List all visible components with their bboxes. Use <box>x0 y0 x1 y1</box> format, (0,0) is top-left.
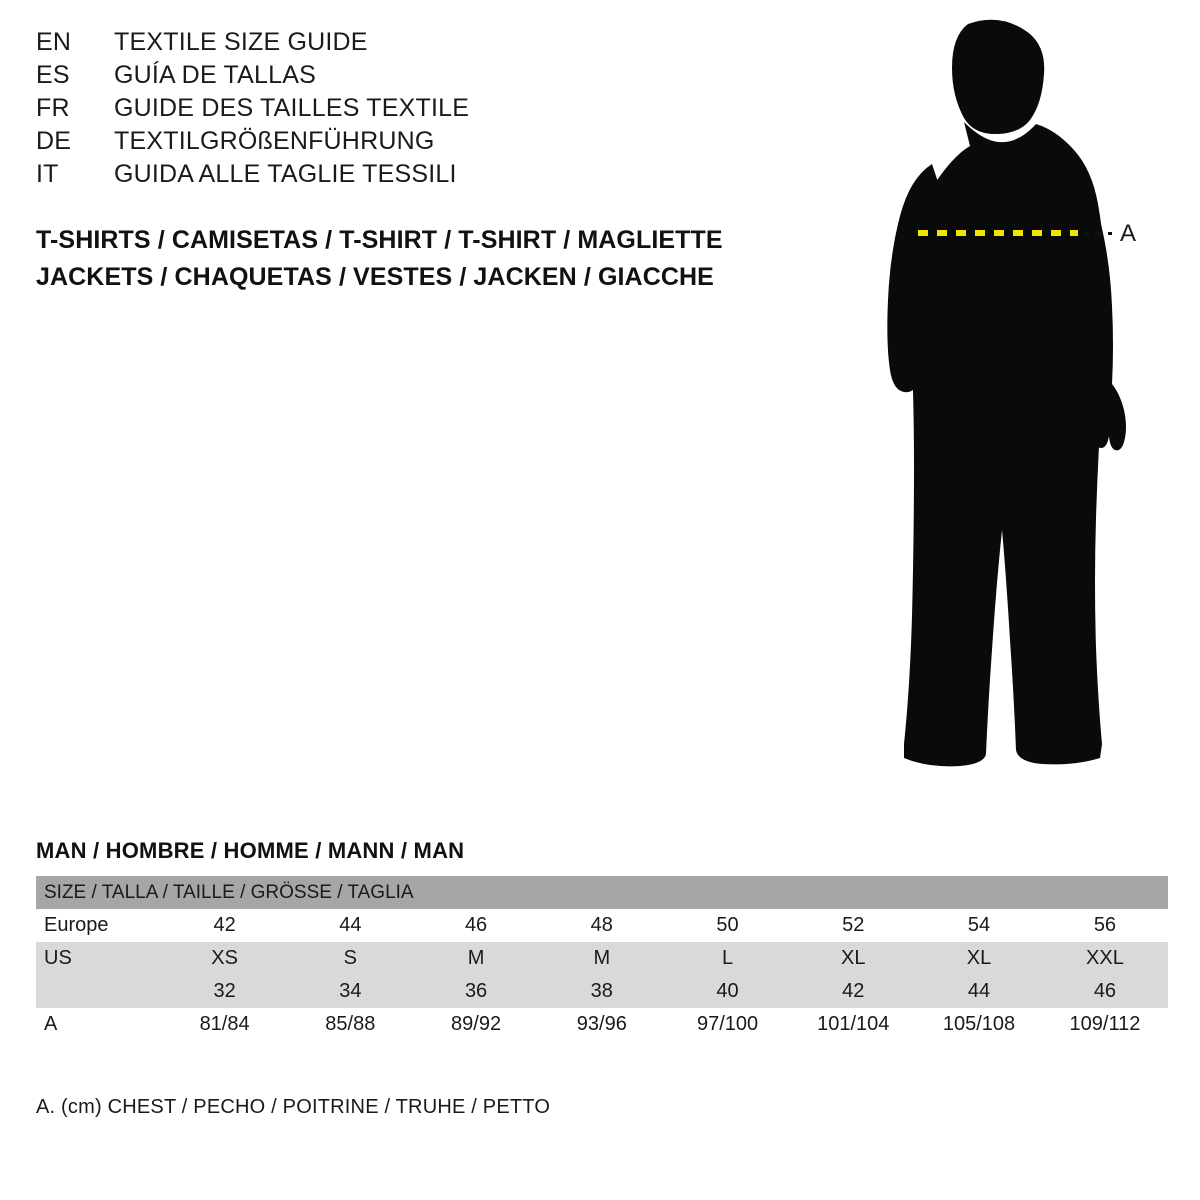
language-text: TEXTILE SIZE GUIDE <box>114 28 368 56</box>
language-code: EN <box>36 28 72 56</box>
table-cell: M <box>539 942 665 975</box>
table-row <box>36 909 1168 942</box>
measure-leader-dash <box>1082 232 1112 235</box>
table-cell: 40 <box>665 975 791 1008</box>
table-cell: 85/88 <box>287 1008 413 1041</box>
language-code: DE <box>36 127 72 155</box>
language-row <box>36 94 736 127</box>
table-cell: 44 <box>287 909 413 942</box>
language-text: GUIDA ALLE TAGLIE TESSILI <box>114 160 457 188</box>
row-label <box>36 975 162 1008</box>
table-cell: XL <box>916 942 1042 975</box>
table-header-label: SIZE / TALLA / TAILLE / GRÖSSE / TAGLIA <box>36 876 1168 909</box>
table-row <box>36 1008 1168 1041</box>
language-code: FR <box>36 94 70 122</box>
table-cell: 32 <box>162 975 288 1008</box>
table-cell: 44 <box>916 975 1042 1008</box>
table-cell: 93/96 <box>539 1008 665 1041</box>
table-cell: 38 <box>539 975 665 1008</box>
measure-label-a: A <box>1120 220 1137 247</box>
table-group-title: MAN / HOMBRE / HOMME / MANN / MAN <box>36 838 465 863</box>
language-text: GUÍA DE TALLAS <box>114 61 316 89</box>
language-text: TEXTILGRÖßENFÜHRUNG <box>114 127 435 155</box>
language-text: GUIDE DES TAILLES TEXTILE <box>114 94 470 122</box>
size-table <box>36 876 1168 1041</box>
category-tshirts: T-SHIRTS / CAMISETAS / T-SHIRT / T-SHIRT / MAGLIETTE <box>36 226 723 254</box>
table-cell: 97/100 <box>665 1008 791 1041</box>
row-label: A <box>36 1008 162 1041</box>
size-table-section <box>36 838 1168 1041</box>
table-row <box>36 942 1168 975</box>
table-cell: XS <box>162 942 288 975</box>
man-silhouette-figure <box>820 14 1180 794</box>
table-cell: 42 <box>162 909 288 942</box>
language-row <box>36 127 736 160</box>
table-cell: 34 <box>287 975 413 1008</box>
table-cell: 54 <box>916 909 1042 942</box>
language-code: IT <box>36 160 59 188</box>
table-cell: 56 <box>1042 909 1168 942</box>
table-cell: XL <box>790 942 916 975</box>
row-label: US <box>36 942 162 975</box>
language-code: ES <box>36 61 70 89</box>
table-header-row <box>36 876 1168 909</box>
language-row <box>36 28 736 61</box>
table-cell: M <box>413 942 539 975</box>
table-cell: 48 <box>539 909 665 942</box>
garment-categories <box>36 222 796 296</box>
table-cell: 36 <box>413 975 539 1008</box>
table-cell: 101/104 <box>790 1008 916 1041</box>
category-jackets: JACKETS / CHAQUETAS / VESTES / JACKEN / GIACCHE <box>36 263 714 291</box>
table-cell: 105/108 <box>916 1008 1042 1041</box>
language-row <box>36 160 736 193</box>
table-cell: 81/84 <box>162 1008 288 1041</box>
table-cell: 42 <box>790 975 916 1008</box>
table-row <box>36 975 1168 1008</box>
table-cell: S <box>287 942 413 975</box>
table-cell: 109/112 <box>1042 1008 1168 1041</box>
language-header-block <box>36 28 736 193</box>
table-cell: 50 <box>665 909 791 942</box>
table-cell: L <box>665 942 791 975</box>
table-cell: 52 <box>790 909 916 942</box>
row-label: Europe <box>36 909 162 942</box>
table-cell: 89/92 <box>413 1008 539 1041</box>
table-cell: 46 <box>1042 975 1168 1008</box>
measurement-footnote: A. (cm) CHEST / PECHO / POITRINE / TRUHE / PETTO <box>36 1096 551 1118</box>
table-cell: XXL <box>1042 942 1168 975</box>
language-row <box>36 61 736 94</box>
table-cell: 46 <box>413 909 539 942</box>
